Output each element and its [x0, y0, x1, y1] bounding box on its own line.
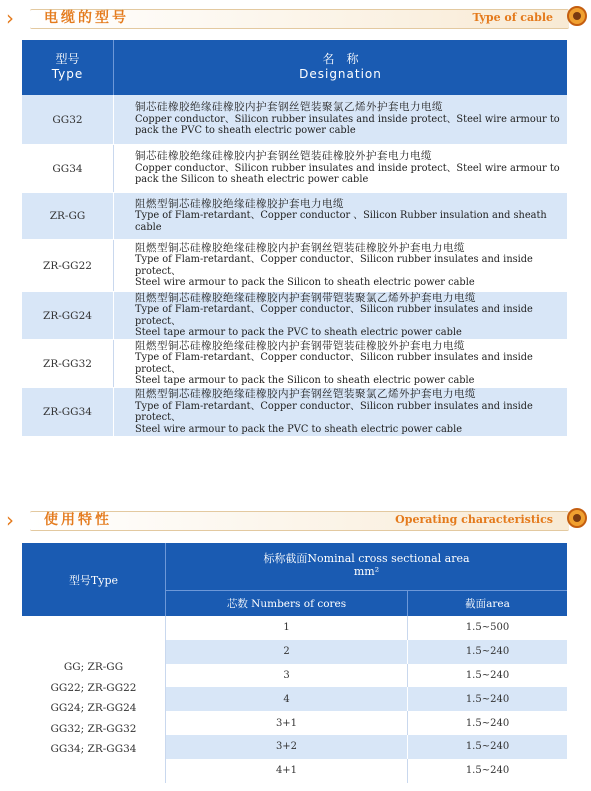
- description-en-line2: Steel wire armour to pack the PVC to sheath electric power cable: [135, 423, 462, 435]
- table-row: [22, 145, 567, 193]
- table-row: [22, 95, 567, 145]
- description-cn: 阻燃型铜芯硅橡胶绝缘硅橡胶内护套钢带铠装硅橡胶外护套电力电缆: [135, 339, 465, 352]
- brand-logo-icon: [567, 508, 587, 528]
- type-item: GG32; ZR-GG32: [50, 722, 137, 735]
- cable-description: [135, 340, 561, 387]
- table-row: [166, 759, 567, 783]
- cable-code: ZR-GG: [22, 193, 114, 239]
- table-header: [22, 543, 567, 616]
- table-row: [22, 340, 567, 388]
- section-title-cn: 使用特性: [44, 512, 112, 528]
- cable-type-table: [22, 40, 567, 436]
- description-cn: 阻燃型铜芯硅橡胶绝缘硅橡胶内护套钢带铠装聚氯乙烯外护套电力电缆: [135, 291, 476, 304]
- cores-cell: 3+1: [166, 711, 408, 735]
- operating-characteristics-table: [22, 543, 567, 783]
- description-cn: 铜芯硅橡胶绝缘硅橡胶内护套钢丝铠装聚氯乙烯外护套电力电缆: [135, 101, 443, 114]
- cable-description: [135, 388, 561, 436]
- chevron-right-icon: ›: [6, 6, 14, 30]
- description-en-line2: pack the Silicon to sheath electric power cable: [135, 174, 369, 186]
- section-header-operating: [4, 508, 587, 532]
- cores-cell: 4+1: [166, 759, 408, 783]
- table-row: [166, 687, 567, 711]
- cable-code: GG32: [22, 95, 114, 144]
- section-header-cable-type: [4, 6, 587, 30]
- chevron-right-icon: ›: [6, 508, 14, 532]
- cable-description: [135, 292, 561, 339]
- nominal-area-unit: mm²: [353, 565, 380, 578]
- nominal-area-header: [166, 543, 567, 591]
- description-en-line1: Type of Flam-retardant、Copper conductor、Silicon rubber insulates and inside protect、: [135, 352, 533, 375]
- type-list: [22, 616, 166, 783]
- cable-code: ZR-GG32: [22, 340, 114, 387]
- area-cell: 1.5~240: [465, 741, 510, 753]
- designation-header-cn: 名 称: [322, 52, 359, 66]
- type-header: [22, 40, 114, 95]
- description-cn: 阻燃型铜芯硅橡胶绝缘硅橡胶内护套钢丝铠装聚氯乙烯外护套电力电缆: [135, 388, 476, 400]
- area-cell: 1.5~240: [465, 717, 510, 729]
- description-en-line2: Steel wire armour to pack the Silicon to sheath electric power cable: [135, 277, 475, 288]
- designation-header-en: Designation: [299, 67, 382, 81]
- designation-header: [114, 40, 567, 95]
- table-row: [166, 664, 567, 688]
- description-en-line1: Type of Flam-retardant、Copper conductor、Silicon rubber insulates and inside protect、: [135, 254, 533, 277]
- section-title-en: Type of cable: [472, 11, 553, 24]
- cable-code: ZR-GG34: [22, 388, 114, 436]
- cores-cell: 3+2: [166, 735, 408, 759]
- table-row: [166, 711, 567, 735]
- description-en-line1: Type of Flam-retardant、Copper conductor、Silicon rubber insulates and inside protect、: [135, 304, 533, 327]
- type-item: GG34; ZR-GG34: [50, 743, 137, 756]
- area-cell: 1.5~500: [465, 622, 510, 634]
- description-cn: 阻燃型铜芯硅橡胶绝缘硅橡胶护套电力电缆: [135, 197, 344, 210]
- table-row: [166, 735, 567, 759]
- type-header-cn: 型号: [55, 52, 80, 66]
- table-row: [22, 193, 567, 240]
- section-title-cn: 电缆的型号: [44, 10, 129, 26]
- description-en-line1: Type of Flam-retardant、Copper conductor 、Silicon Rubber insulation and sheath cable: [135, 210, 547, 233]
- type-item: GG; ZR-GG: [63, 661, 124, 674]
- description-cn: 阻燃型铜芯硅橡胶绝缘硅橡胶内护套钢丝铠装硅橡胶外护套电力电缆: [135, 241, 465, 254]
- table-row: [166, 616, 567, 640]
- cores-cell: 4: [166, 687, 408, 711]
- type-header-en: Type: [51, 67, 84, 81]
- cores-cell: 3: [166, 664, 408, 688]
- cable-description: [135, 193, 561, 239]
- cores-header: 芯数 Numbers of cores: [166, 591, 408, 616]
- table-header: [22, 40, 567, 95]
- cable-code: GG34: [22, 145, 114, 192]
- description-en-line1: Copper conductor、Silicon rubber insulates and inside protect、Steel wire armour to: [135, 162, 560, 174]
- description-en-line1: Copper conductor、Silicon rubber insulates and inside protect、Steel wire armour to: [135, 113, 560, 125]
- cable-description: [135, 240, 561, 291]
- description-en-line2: Steel tape armour to pack the Silicon to sheath electric power cable: [135, 375, 475, 386]
- area-cell: 1.5~240: [465, 765, 510, 777]
- area-cell: 1.5~240: [465, 646, 510, 658]
- description-en-line2: Steel tape armour to pack the PVC to sheath electric power cable: [135, 327, 462, 338]
- cable-code: ZR-GG24: [22, 292, 114, 339]
- cable-description: [135, 95, 561, 144]
- description-cn: 铜芯硅橡胶绝缘硅橡胶内护套钢丝铠装硅橡胶外护套电力电缆: [135, 150, 432, 163]
- section-title-en: Operating characteristics: [395, 513, 553, 526]
- description-en-line1: Type of Flam-retardant、Copper conductor、Silicon rubber insulates and inside protect、: [135, 400, 533, 423]
- area-cell: 1.5~240: [465, 669, 510, 681]
- area-cell: 1.5~240: [465, 693, 510, 705]
- table-row: [166, 640, 567, 664]
- table-row: [22, 240, 567, 292]
- area-header: 截面area: [465, 598, 510, 610]
- nominal-area-label: 标称截面Nominal cross sectional area: [263, 552, 470, 565]
- cores-cell: 2: [166, 640, 408, 664]
- cable-description: [135, 145, 561, 192]
- cores-cell: 1: [166, 616, 408, 640]
- type-header: 型号Type: [22, 543, 166, 616]
- table-row: [22, 388, 567, 436]
- type-item: GG24; ZR-GG24: [50, 702, 137, 715]
- table-row: [22, 292, 567, 340]
- type-item: GG22; ZR-GG22: [50, 681, 137, 694]
- brand-logo-icon: [567, 6, 587, 26]
- description-en-line2: pack the PVC to sheath electric power cable: [135, 125, 356, 137]
- cable-code: ZR-GG22: [22, 240, 114, 291]
